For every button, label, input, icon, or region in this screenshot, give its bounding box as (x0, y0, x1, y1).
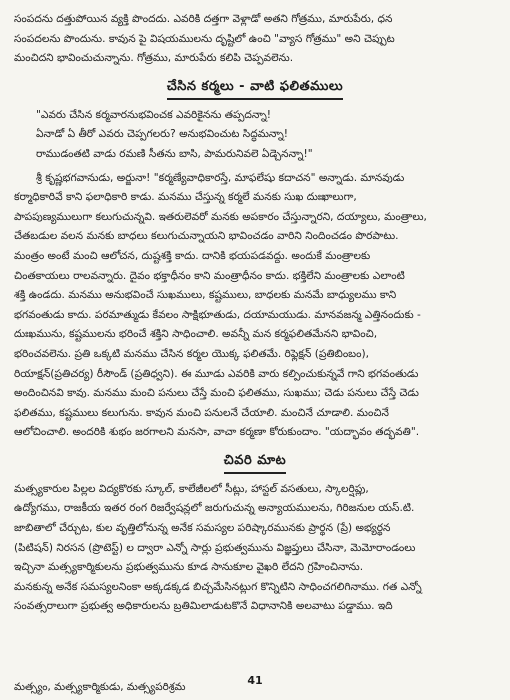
text-line: మంత్రం అంటే మంచి ఆలోచన, దుష్టశక్తి కాదు. దానికి భయపడవద్దు. అందుకే మంత్రాలకు (14, 249, 371, 262)
quote-block (14, 106, 496, 165)
text-line: చేతబడుల వలన మనకు బాధలు కలుగుచున్నాయని భావించడం వారిని నిందించడం పొరపాటు. (14, 230, 399, 243)
text-line: జాబితాలో చేర్చుట, కుల వృత్తిలోనున్న అనేక సమస్యల పరిష్కారమునకు ప్రార్థన (ప్రే) అభ్యర్థన (14, 522, 391, 535)
text-line: పాపపుణ్యములుగా కలుగుచున్నవి. ఇతరులెవరో మనకు అపకారం చేస్తున్నారని, దయ్యాలు, మంత్రాలు, (14, 210, 427, 223)
text-line: సంపదను దత్తుపోయిన వ్యక్తి పొందదు. ఎవరికి దత్తగా వెళ్లాడో అతని గోత్రము, మారుపేరు, ధన (14, 13, 393, 25)
text-line: దుఃఖమును, కష్టములను భరించే శక్తిని సాధించాలి. అవన్నీ మన కర్మఫలితమేనని భావించి, (14, 328, 378, 341)
text-line: మత్స్యకారుల పిల్లల విద్యకొరకు స్కూల్, కాలేజీలలో సీట్లు, హాస్టల్ వసతులు, స్కాలర్షిప్లు, (14, 482, 369, 495)
text-line: ఇచ్చినా మత్స్యకార్మికులను ప్రభుత్వమును కూడ సానుకూల వైఖరి లేదని గ్రహించినాను. (14, 561, 364, 574)
quote-line: "ఎవరు చేసిన కర్మవారనుభవించక ఎవరికైనను తప్పదన్నా! (36, 108, 271, 121)
section-heading-wrap (14, 75, 496, 100)
text-line: సంపదలను పొందును. కావున పై విషయములను దృష్టిలో ఉంచి "వ్యాస గోత్రము" అని చెప్పుట (14, 32, 395, 45)
text-line: అందించినవి కావు. మనము మంచి పనులు చేస్తే మంచి ఫలితము, సుఖము; చెడు పనులు చేస్తే చెడు (14, 387, 419, 400)
text-line: శక్తి ఉండదు. మనము అనుభవించే సుఖములు, కష్టములు, బాధలకు మనమే బాధ్యులము కాని (14, 289, 397, 302)
text-line: శ్రీ కృష్ణభగవానుడు, అర్జునా! "కర్మణ్యేవాధికారస్తే, మాఫలేషు కదాచన" అన్నాడు. మానవుడు (36, 171, 405, 184)
page-footer (14, 674, 496, 696)
text-line: భగవంతుడు కాదు. పరమాత్ముడు కేవలం సాక్షిభూతుడు, దయామయుడు. మానవజన్మ ఎత్తినందుకు - (14, 308, 421, 321)
text-line: భరించవలెను. ప్రతి ఒక్కటి మనము చేసిన కర్మల యొక్క ఫలితమే. రిఫ్లెక్షన్ (ప్రతిబింబం), (14, 347, 370, 360)
page-number: 41 (247, 674, 263, 687)
quote-line: రాముడంతటి వాడు రమణి సీతను బాసి, పామరునివలె ఏడ్చెనన్నా!" (36, 147, 313, 160)
text-line: మంచిదని భావించుచున్నాను. గోత్రము, మారుపేరు కలిపి చెప్పవలెను. (14, 52, 294, 65)
text-line: (పిటిషన్) నిరసన (ప్రొటెస్ట్) ల ద్వారా ఎన్నో సార్లు ప్రభుత్వమును విజ్ఞప్తులు చేసినా, మెమోరాండంలు (14, 541, 416, 554)
text-line: ఉద్యోగము, రాజకీయ ఇతర రంగ రిజర్వేషన్లలో జరుగుచున్న అన్యాయములను, గిరిజనుల యస్.టి. (14, 502, 415, 515)
section-heading-last-word: చివరి మాట (224, 453, 286, 474)
karma-paragraph (14, 169, 496, 443)
last-word-paragraph (14, 480, 496, 617)
text-line: చింతకాయలు రాలవన్నారు. దైవం భక్తాధీనం కాని మంత్రాధీనం కాదు. భక్తిలేని మంత్రాలకు ఎలాంటి (14, 269, 405, 282)
text-line: రియాక్షన్(ప్రతిచర్య) రీసౌండ్ (ప్రతిధ్వని). ఈ మూడు ఎవరికి వారు కల్పించుకున్నవే గాని భగవంతుడు (14, 367, 419, 380)
footer-running-title: మత్స్యం, మత్స్యకార్మికుడు, మత్స్యపరిశ్రమ (14, 681, 186, 693)
section-heading-wrap (14, 449, 496, 474)
text-line: ఆలోచించాలి. అందరికి శుభం జరగాలని మనసా, వాచా కర్మణా కోరుకుందాం. "యద్భావం తద్భవతి". (14, 426, 420, 439)
text-line: మనకున్న అనేక సమస్యలనింకా అక్కడక్కడ బిచ్చమేసినట్లుగ కొన్నిటిని సాధించగలిగినాము. గత ఎన్నో (14, 580, 422, 593)
section-heading-karmas: చేసిన కర్మలు - వాటి ఫలితములు (167, 79, 343, 100)
text-line: ఫలితము, కష్టములు కలుగును. కావున మంచి పనులనే చేయాలి. మంచినే చూడాలి. మంచినే (14, 406, 389, 419)
text-line: కర్మాధికారివే కాని ఫలాధికారి కాడు. మనము చేస్తున్న కర్మలే మనకు సుఖ దుఃఖాలుగా, (14, 191, 357, 204)
quote-line: ఏనాడో ఏ తీరో ఎవరు చెప్పగలరు? అనుభవించుట సిద్ధమన్నా! (36, 128, 289, 141)
intro-paragraph (14, 10, 496, 69)
text-line: సంవత్సరాలుగా ప్రభుత్వ అధికారులను బ్రతిమిలాడుటకొనే విధానానికి అలవాటు పడ్డాము. ఇది (14, 600, 393, 613)
